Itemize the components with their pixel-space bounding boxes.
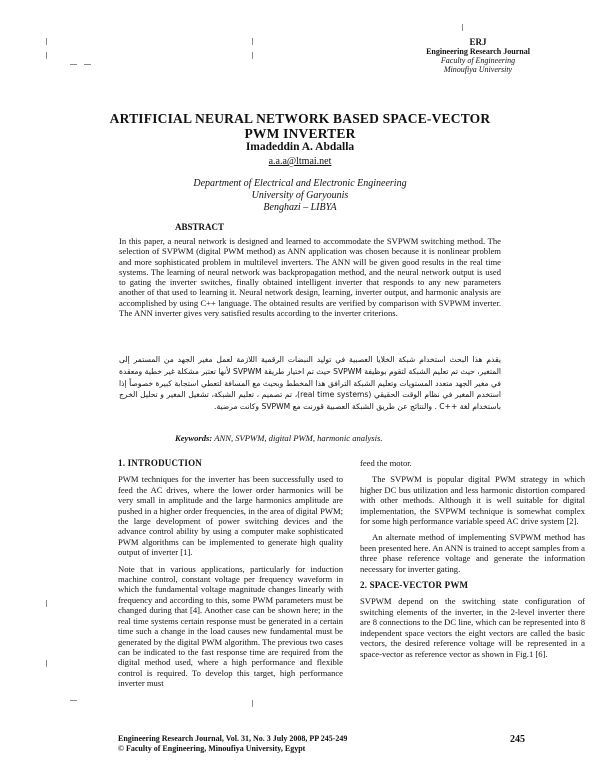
abstract-heading: ABSTRACT	[175, 222, 225, 232]
footer-citation: Engineering Research Journal, Vol. 31, No. 3 July 2008, PP 245-249	[118, 734, 348, 743]
section-heading-space-vector: 2. SPACE-VECTOR PWM	[360, 580, 469, 591]
author-name: Imadeddin A. Abdalla	[245, 141, 355, 153]
abstract-arabic: يقدم هذا البحث استخدام شبكة الخلايا العصبية في توليد النبضات الرقمية اللازمة لعمل مغير الجهد من المستمر إلى المتغير، حيث تم تعليم الشبكة لتقوم بوظيفة SVPWM حيث تم اختيار طريقة SVPWM لأنها تعتبر مشكلة غير خطية ومعقدة في مغير الجهد متعدد المستويات وتعليم الشبكة الترافق هذا المخطط وبحيث مع المسافة لتعطي استجابة كبيرة خصوصاً إذا استخدم المغير في نظام الوقت الحقيقي (real time systems)، تم تصميم ، تعليم الشبكة، تشغيل المغير و تحليل الخرج باستخدام لغة ++C . والنتائج عن طريق الشبكة العصبية قورنت مع SVPWM وكانت مرضية.	[119, 355, 501, 412]
keywords-label: Keywords:	[175, 433, 213, 443]
keywords	[175, 433, 505, 443]
author-email[interactable]: a.a.a@ltmai.net	[268, 156, 332, 167]
svpwm-paragraph-1: SVPWM depend on the switching state configuration of switching elements of the inverter, in the 2-level inverter there are 8 connections to the DC line, which can be represented into 8 independent space vectors the eight vectors are called the basic vectors, the desired reference voltage will be represented in a space-vector as reference vector as shown in Fig.1 [6].	[360, 596, 585, 659]
intro-continuation: feed the motor.	[360, 458, 412, 468]
journal-masthead	[378, 38, 578, 74]
section-heading-introduction: 1. INTRODUCTION	[118, 458, 203, 468]
scan-mark	[46, 660, 47, 667]
footer-copyright: © Faculty of Engineering, Minoufiya University, Egypt	[118, 743, 306, 753]
abstract-english: In this paper, a neural network is designed and learned to accommodate the SVPWM switching method. The selection of SVPWM (digital PWM method) as ANN application was chosen because it is nonlinear problem and more sophisticated problem in multilevel inverters. The ANN will be given good results in the real time systems. The learning of neural network was backpropagation method, and the neural network output is used to gating the inverter switches, finally obtained intelligent inverter that responds to any new parameters another of that used to learning it. Neural network design, learning, inverter output, and harmonic analysis are accomplished by using C++ language. The obtained results are verified by comparison with SVPWM inverter. The ANN inverter gives very satisfied results according to the inverter criterions.	[119, 236, 501, 319]
journal-university: Minoufiya University	[443, 65, 513, 74]
intro-paragraph-4: An alternate method of implementing SVPWM method has been presented here. An ANN is trained to accept samples from a three phase reference voltage and generate the information necessary for inverter gating.	[360, 532, 585, 574]
journal-faculty: Faculty of Engineering	[440, 56, 516, 65]
scan-mark	[252, 700, 253, 707]
scan-mark	[70, 700, 77, 701]
right-column	[360, 458, 585, 665]
scan-mark	[70, 64, 77, 65]
scan-mark	[462, 24, 463, 31]
affiliation-department: Department of Electrical and Electronic Engineering	[193, 178, 407, 189]
paper-title: ARTIFICIAL NEURAL NETWORK BASED SPACE-VECTOR PWM INVERTER	[109, 111, 491, 141]
page-number: 245	[510, 734, 525, 745]
intro-paragraph-2: Note that in various applications, particularly for induction machine control, constant voltage per frequency waveform in which the fundamental voltage magnitude changes linearly with frequency and according to this, some PWM parameters must be changed during that [4]. Another case can be shown here; in the real time systems certain response must be generated in a certain time such a change in the load causes new fundamental must be generated by the digital PWM algorithm. The previous two cases can be indicated to the fast response time are required from the digital method used, where a high performance and flexible control is required. To develop this target, high performance inverter must	[118, 563, 343, 689]
journal-name: Engineering Research Journal	[426, 47, 530, 56]
scan-mark	[46, 38, 47, 45]
journal-abbr: ERJ	[469, 37, 487, 47]
intro-paragraph-1: PWM techniques for the inverter has been successfully used to feed the AC drives, where the lower order harmonics will be very small in amplitude and the large harmonics amplitude are pushed in a higher order frequencies, in the area of digital PWM; the large development of power switching devices and the advance control ability by using a computer make sophisticated PWM algorithms can be implemented to generate high quality output of inverter [1].	[118, 474, 343, 558]
scan-mark	[252, 38, 253, 45]
scan-mark	[84, 64, 91, 65]
affiliation-university: University of Garyounis	[251, 190, 349, 201]
scan-mark	[252, 52, 253, 59]
left-column	[118, 458, 343, 695]
scan-mark	[46, 600, 47, 607]
intro-paragraph-3: The SVPWM is popular digital PWM strategy in which higher DC bus utilization and less harmonic distortion compared with other methods. Although it is well suitable for digital implementation, the SVPWM technique is somewhat complex for some high performance variable speed AC drive system [2].	[360, 474, 585, 527]
keywords-text: ANN, SVPWM, digital PWM, harmonic analysis.	[212, 433, 383, 443]
affiliation-city: Benghazi – LIBYA	[263, 202, 337, 213]
author-affiliation	[120, 178, 480, 214]
scan-mark	[46, 52, 47, 59]
